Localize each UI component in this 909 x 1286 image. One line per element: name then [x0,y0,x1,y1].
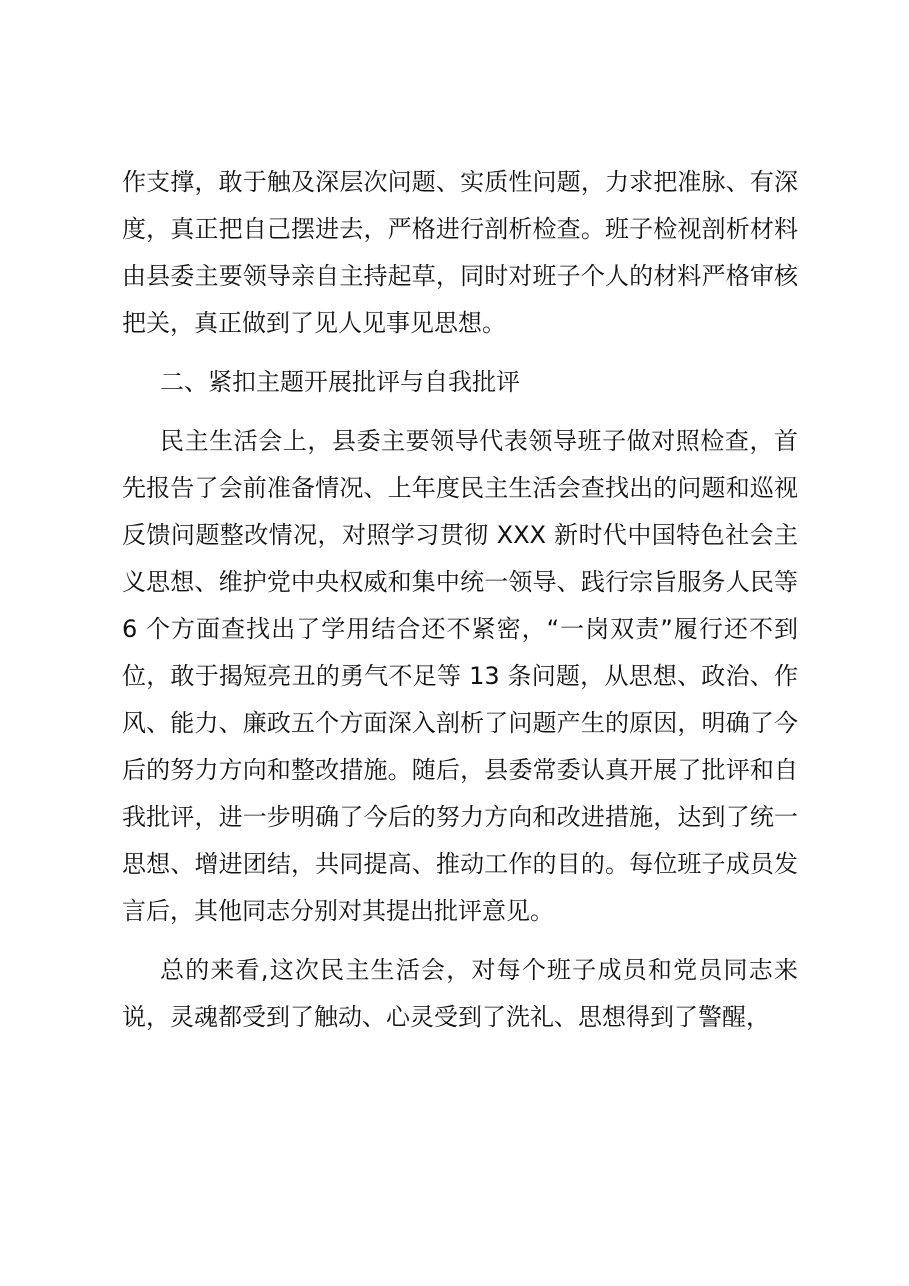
paragraph-criticism: 民主生活会上，县委主要领导代表领导班子做对照检查，首先报告了会前准备情况、上年度民主生活会查找出的问题和巡视反馈问题整改情况，对照学习贯彻 XXX 新时代中国特色社会主义思想、维护党中央权威和集中统一领导、践行宗旨服务人民等 6 个方面查找出了学用结合还不紧密，“一岗双责”履行还不到位，敢于揭短亮丑的勇气不足等 13 条问题，从思想、政治、作风、能力、廉政五个方面深入剖析了问题产生的原因，明确了今后的努力方向和整改措施。随后，县委常委认真开展了批评和自我批评，进一步明确了今后的努力方向和改进措施，达到了统一思想、增进团结，共同提高、推动工作的目的。每位班子成员发言后，其他同志分别对其提出批评意见。 [122,427,798,925]
section-heading: 二、紧扣主题开展批评与自我批评 [160,368,520,396]
document-body [122,159,798,1053]
paragraph-summary: 总的来看,这次民主生活会，对每个班子成员和党员同志来说，灵魂都受到了触动、心灵受到了洗礼、思想得到了警醒， [122,956,798,1031]
paragraph-continuation: 作支撑，敢于触及深层次问题、实质性问题，力求把准脉、有深度，真正把自己摆进去，严格进行剖析检查。班子检视剖析材料由县委主要领导亲自主持起草，同时对班子个人的材料严格审核把关，真正做到了见人见事见思想。 [122,168,798,337]
